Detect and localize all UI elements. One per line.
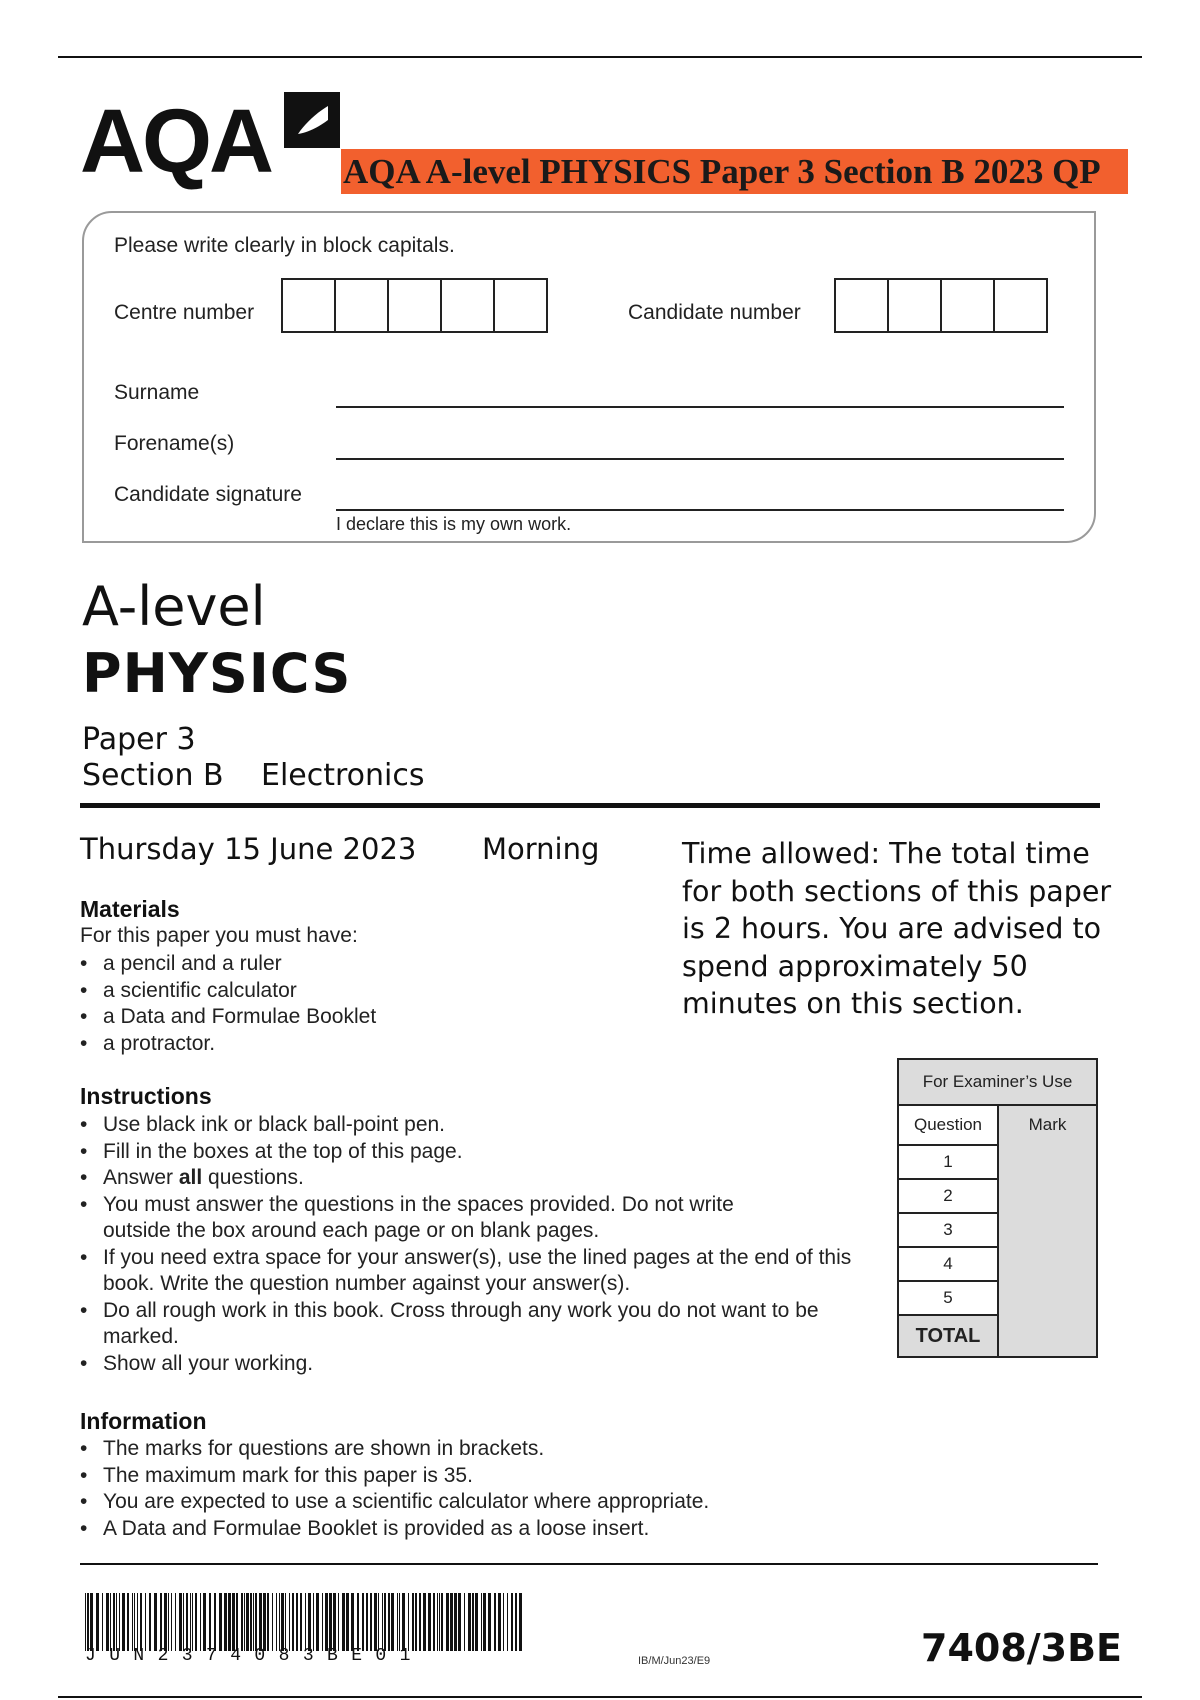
question-cell: 2: [899, 1180, 997, 1214]
barcode-bar: [316, 1593, 319, 1651]
barcode-bar: [122, 1593, 125, 1651]
barcode-bar: [366, 1593, 368, 1651]
barcode-bar: [428, 1593, 431, 1651]
barcode-bar: [186, 1593, 188, 1651]
logo-mark-icon: [284, 92, 340, 148]
barcode-bar: [325, 1593, 328, 1651]
candidate-number-boxes[interactable]: [834, 278, 1048, 333]
barcode-bar: [149, 1593, 151, 1651]
bottom-rule: [58, 1696, 1142, 1698]
candidate-digit-box[interactable]: [940, 278, 995, 333]
question-header: Question: [899, 1106, 997, 1146]
barcode-bar: [450, 1593, 453, 1651]
block-capitals-instruction: Please write clearly in block capitals.: [114, 234, 455, 257]
declaration-text: I declare this is my own work.: [336, 514, 572, 534]
examiner-table-title: For Examiner’s Use: [899, 1060, 1096, 1106]
instructions-heading: Instructions: [80, 1083, 212, 1109]
barcode-bar: [446, 1593, 449, 1651]
topic-label: Electronics: [261, 758, 425, 793]
barcode-bar: [171, 1593, 172, 1651]
barcode-bar: [458, 1593, 461, 1651]
barcode-bar: [468, 1593, 471, 1651]
barcode-bar: [192, 1593, 193, 1651]
list-item: • a scientific calculator: [80, 978, 376, 1005]
list-item: • You are expected to use a scientific calculator where appropriate.: [80, 1489, 860, 1516]
list-item: • The maximum mark for this paper is 35.: [80, 1463, 860, 1490]
barcode-bar: [246, 1593, 249, 1651]
barcode-bar: [439, 1593, 440, 1651]
candidate-number-label: Candidate number: [628, 301, 801, 324]
barcode-bar: [346, 1593, 349, 1651]
subject-title: PHYSICS: [82, 642, 352, 705]
barcode-bar: [145, 1593, 146, 1651]
forenames-label: Forename(s): [114, 432, 235, 455]
barcode-bar: [102, 1593, 103, 1651]
barcode-bar: [292, 1593, 294, 1651]
barcode-bar: [313, 1593, 314, 1651]
barcode-bar: [464, 1593, 465, 1651]
barcode-bar: [441, 1593, 443, 1651]
barcode-bar: [296, 1593, 298, 1651]
barcode-bar: [263, 1593, 266, 1651]
barcode-bar: [382, 1593, 383, 1651]
surname-field[interactable]: [336, 406, 1064, 408]
barcode-bar: [190, 1593, 191, 1651]
barcode-bar: [308, 1593, 311, 1651]
barcode-bar: [415, 1593, 417, 1651]
list-item: • The marks for questions are shown in brackets.: [80, 1436, 860, 1463]
barcode-bar: [475, 1593, 478, 1651]
question-cell: 1: [899, 1146, 997, 1180]
barcode-bar: [267, 1593, 269, 1651]
exam-session: Morning: [482, 832, 600, 866]
barcode-bar: [305, 1593, 306, 1651]
barcode-bar: [374, 1593, 377, 1651]
barcode-bar: [515, 1593, 517, 1651]
question-cell: 5: [899, 1282, 997, 1316]
centre-digit-box[interactable]: [387, 278, 442, 333]
level-title: A-level: [82, 575, 266, 638]
barcode-bar: [397, 1593, 398, 1651]
barcode-bar: [289, 1593, 290, 1651]
candidate-digit-box[interactable]: [834, 278, 889, 333]
barcode-bar: [391, 1593, 394, 1651]
barcode-bar: [179, 1593, 182, 1651]
list-item: • You must answer the questions in the spaces provided. Do not write outside the box around each page or on blank pages.: [80, 1192, 793, 1245]
information-list: [80, 1436, 860, 1542]
centre-number-label: Centre number: [114, 301, 255, 324]
candidate-digit-box[interactable]: [993, 278, 1048, 333]
list-item: • a protractor.: [80, 1031, 376, 1058]
barcode-bar: [200, 1593, 201, 1651]
barcode-bar: [164, 1593, 167, 1651]
centre-number-boxes[interactable]: [281, 278, 548, 333]
centre-digit-box[interactable]: [440, 278, 495, 333]
barcode-bar: [342, 1593, 345, 1651]
barcode-bar: [351, 1593, 354, 1651]
barcode-bar: [168, 1593, 169, 1651]
list-item: • Use black ink or black ball-point pen.: [80, 1112, 860, 1139]
barcode-bar: [378, 1593, 379, 1651]
barcode-bar: [285, 1593, 286, 1651]
barcode-bar: [236, 1593, 238, 1651]
list-item: • If you need extra space for your answer(s), use the lined pages at the end of this book. Write the question number against your answer(s).: [80, 1245, 883, 1298]
barcode-bar: [507, 1593, 508, 1651]
total-label: TOTAL: [899, 1316, 999, 1356]
barcode-bar: [412, 1593, 414, 1651]
barcode-bar: [160, 1593, 162, 1651]
question-cell: 3: [899, 1214, 997, 1248]
time-allowed: Time allowed: The total time for both sections of this paper is 2 hours. You are advised to spend approximately 50 minutes on this section.: [682, 837, 1112, 1020]
barcode-bar: [140, 1593, 142, 1651]
signature-field[interactable]: [336, 509, 1064, 511]
barcode-bar: [454, 1593, 457, 1651]
barcode-bar: [272, 1593, 273, 1651]
instructions-list: [80, 1112, 860, 1377]
forenames-field[interactable]: [336, 458, 1064, 460]
title-rule: [80, 803, 1100, 808]
barcode-bar: [203, 1593, 206, 1651]
list-item: • Do all rough work in this book. Cross through any work you do not want to be marked.: [80, 1298, 823, 1351]
candidate-digit-box[interactable]: [887, 278, 942, 333]
barcode-bar: [481, 1593, 482, 1651]
barcode-bar: [498, 1593, 501, 1651]
barcode-bar: [388, 1593, 390, 1651]
centre-digit-box[interactable]: [493, 278, 548, 333]
barcode-bar: [244, 1593, 245, 1651]
barcode-bar: [511, 1593, 513, 1651]
barcode-bar: [137, 1593, 138, 1651]
barcode-bar: [85, 1593, 86, 1651]
barcode-bar: [106, 1593, 109, 1651]
list-item: • Fill in the boxes at the top of this page.: [80, 1139, 860, 1166]
list-item: • a Data and Formulae Booklet: [80, 1004, 376, 1031]
barcode-bar: [219, 1593, 222, 1651]
barcode-bar: [250, 1593, 252, 1651]
barcode-bar: [419, 1593, 421, 1651]
exam-date: Thursday 15 June 2023: [80, 832, 417, 866]
barcode-bar: [329, 1593, 332, 1651]
barcode-bar: [113, 1593, 115, 1651]
list-item: • a pencil and a ruler: [80, 951, 376, 978]
barcode-bar: [472, 1593, 474, 1651]
mark-header: Mark: [1028, 1115, 1067, 1134]
barcode-bar: [209, 1593, 211, 1651]
materials-heading: Materials: [80, 896, 180, 922]
barcode-bar: [96, 1593, 99, 1651]
barcode-bar: [175, 1593, 176, 1651]
barcode-bar: [519, 1593, 522, 1651]
barcode-bar: [357, 1593, 359, 1651]
barcode-bar: [338, 1593, 339, 1651]
barcode-bar: [300, 1593, 302, 1651]
barcode-bar: [488, 1593, 491, 1651]
barcode-bar: [433, 1593, 435, 1651]
barcode-bar: [255, 1593, 257, 1651]
barcode-bar: [195, 1593, 197, 1651]
barcode-bar: [423, 1593, 426, 1651]
section-label: Section B: [82, 758, 224, 793]
centre-digit-box[interactable]: [281, 278, 336, 333]
surname-label: Surname: [114, 381, 200, 404]
aqa-logo: [80, 92, 350, 192]
footer-rule: [80, 1563, 1098, 1565]
list-item: • Show all your working.: [80, 1351, 860, 1378]
barcode-bar: [253, 1593, 254, 1651]
barcode-bar: [132, 1593, 133, 1651]
title-banner: AQA A-level PHYSICS Paper 3 Section B 2023 QP: [341, 149, 1128, 194]
barcode-bar: [183, 1593, 184, 1651]
barcode-bar: [241, 1593, 243, 1651]
list-item: • A Data and Formulae Booklet is provided as a loose insert.: [80, 1516, 860, 1543]
barcode-bar: [224, 1593, 227, 1651]
total-mark-cell: [999, 1316, 1096, 1356]
barcode-bar: [437, 1593, 438, 1651]
barcode-bar: [276, 1593, 277, 1651]
barcode: [85, 1593, 525, 1651]
top-rule: [58, 56, 1142, 58]
centre-digit-box[interactable]: [334, 278, 389, 333]
barcode-bar: [259, 1593, 262, 1651]
logo-text: AQA: [80, 92, 271, 192]
paper-code: 7408/3BE: [921, 1626, 1123, 1670]
barcode-bar: [228, 1593, 231, 1651]
materials-intro: For this paper you must have:: [80, 924, 358, 947]
barcode-bar: [119, 1593, 120, 1651]
barcode-bar: [322, 1593, 323, 1651]
barcode-digits: JUN2374083BE01: [85, 1646, 424, 1666]
barcode-bar: [370, 1593, 372, 1651]
paper-label: Paper 3: [82, 722, 196, 757]
barcode-bar: [402, 1593, 405, 1651]
barcode-bar: [134, 1593, 135, 1651]
barcode-bar: [279, 1593, 280, 1651]
barcode-bar: [214, 1593, 216, 1651]
barcode-bar: [399, 1593, 400, 1651]
information-heading: Information: [80, 1408, 207, 1434]
barcode-bar: [408, 1593, 409, 1651]
barcode-bar: [333, 1593, 336, 1651]
barcode-bar: [384, 1593, 386, 1651]
barcode-bar: [116, 1593, 117, 1651]
question-cell: 4: [899, 1248, 997, 1282]
barcode-bar: [494, 1593, 496, 1651]
barcode-bar: [362, 1593, 364, 1651]
signature-label: Candidate signature: [114, 483, 302, 506]
list-item: • Answer all questions.: [80, 1165, 860, 1192]
barcode-bar: [281, 1593, 284, 1651]
barcode-bar: [87, 1593, 89, 1651]
examiner-use-table: [897, 1058, 1098, 1358]
barcode-bar: [154, 1593, 157, 1651]
barcode-bar: [90, 1593, 93, 1651]
paper-reference: IB/M/Jun23/E9: [638, 1655, 711, 1667]
materials-list: [80, 951, 376, 1057]
barcode-bar: [127, 1593, 129, 1651]
barcode-bar: [232, 1593, 235, 1651]
barcode-bar: [503, 1593, 504, 1651]
barcode-bar: [483, 1593, 486, 1651]
barcode-bar: [110, 1593, 111, 1651]
